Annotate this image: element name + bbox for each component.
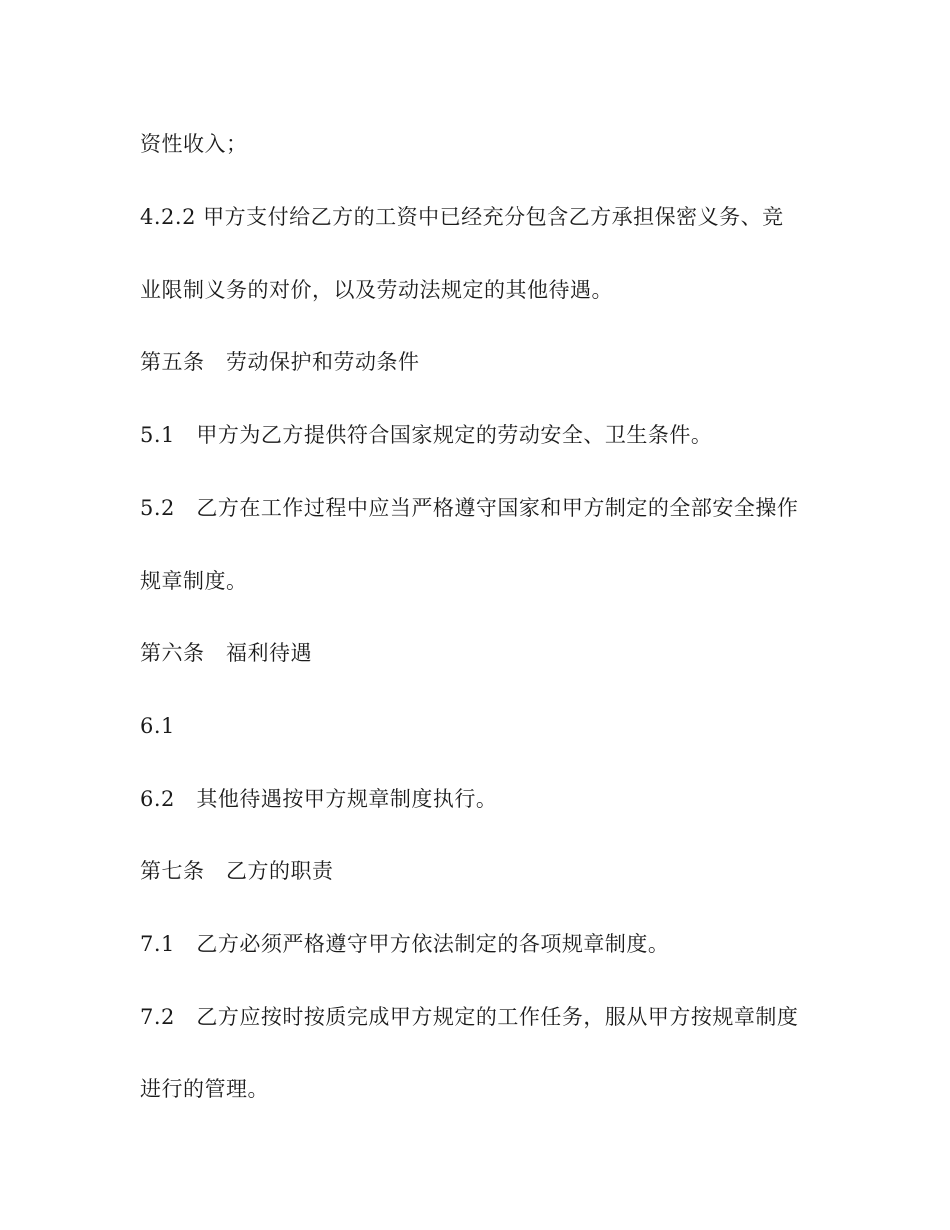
section-heading: 第五条 劳动保护和劳动条件	[140, 350, 420, 374]
section-heading: 第七条 乙方的职责	[140, 859, 334, 883]
text-line: 4.2.2 甲方支付给乙方的工资中已经充分包含乙方承担保密义务、竞	[140, 205, 784, 229]
text-line: 6.1	[140, 714, 175, 738]
section-heading: 第六条 福利待遇	[140, 641, 312, 665]
text-line: 资性收入；	[140, 132, 248, 156]
text-line: 7.2 乙方应按时按质完成甲方规定的工作任务，服从甲方按规章制度	[140, 1005, 799, 1029]
text-line: 6.2 其他待遇按甲方规章制度执行。	[140, 787, 498, 811]
text-line: 5.2 乙方在工作过程中应当严格遵守国家和甲方制定的全部安全操作	[140, 496, 799, 520]
text-line: 7.1 乙方必须严格遵守甲方依法制定的各项规章制度。	[140, 932, 670, 956]
text-line: 进行的管理。	[140, 1077, 269, 1101]
text-line: 规章制度。	[140, 569, 248, 593]
text-line: 5.1 甲方为乙方提供符合国家规定的劳动安全、卫生条件。	[140, 423, 713, 447]
text-line: 业限制义务的对价，以及劳动法规定的其他待遇。	[140, 278, 613, 302]
